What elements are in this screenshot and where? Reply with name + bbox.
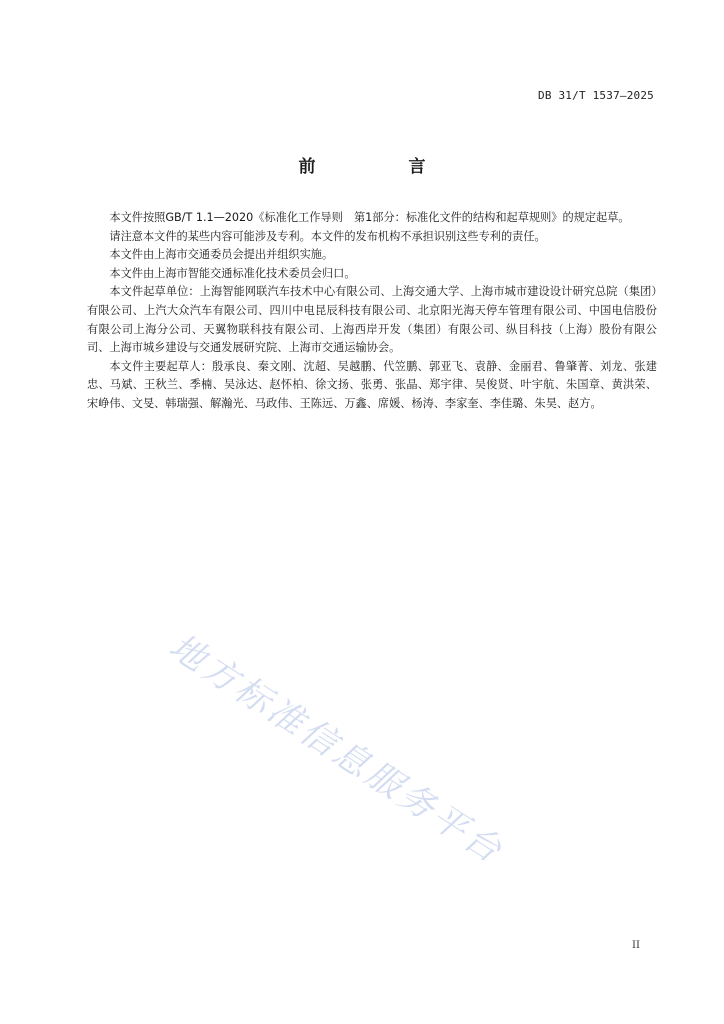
paragraph-centralized-unit: 本文件由上海市智能交通标准化技术委员会归口。 xyxy=(109,266,356,280)
page-number: II xyxy=(632,940,640,951)
page-title: 前 言 xyxy=(298,157,464,177)
standard-code: DB 31/T 1537—2025 xyxy=(538,89,654,102)
paragraph-proposer: 本文件由上海市交通委员会提出并组织实施。 xyxy=(109,248,334,262)
document-body xyxy=(87,209,657,414)
paragraph-patent-notice: 请注意本文件的某些内容可能涉及专利。本文件的发布机构不承担识别这些专利的责任。 xyxy=(109,229,546,243)
paragraph-drafting-units: 本文件起草单位：上海智能网联汽车技术中心有限公司、上海交通大学、上海市城市建设设计研究总院（集团）有限公司、上汽大众汽车有限公司、四川中电昆辰科技有限公司、北京阳光海天停车管理有限公司、中国电信股份有限公司上海分公司、天翼物联科技有限公司、上海西岸开发（集团）有限公司、纵目科技（上海）股份有限公司、上海市城乡建设与交通发展研究院、上海市交通运输协会。 xyxy=(87,285,657,355)
watermark: 地方标准信息服务平台 xyxy=(161,626,511,873)
paragraph-drafters: 本文件主要起草人：殷承良、秦文刚、沈超、吴越鹏、代笠鹏、郭亚飞、袁静、金丽君、鲁肇菁、刘龙、张建忠、马斌、王秋兰、季楠、吴泳达、赵怀柏、徐文扬、张勇、张晶、郑宇律、吴俊贤、叶宇航、朱国章、黄洪荣、宋峥伟、文旻、韩瑞强、解瀚光、马政伟、王陈远、万鑫、席媛、杨涛、李家奎、李佳璐、朱昊、赵方。 xyxy=(87,359,657,410)
paragraph-drafting-rules: 本文件按照GB/T 1.1—2020《标准化工作导则 第1部分：标准化文件的结构和起草规则》的规定起草。 xyxy=(109,211,630,224)
